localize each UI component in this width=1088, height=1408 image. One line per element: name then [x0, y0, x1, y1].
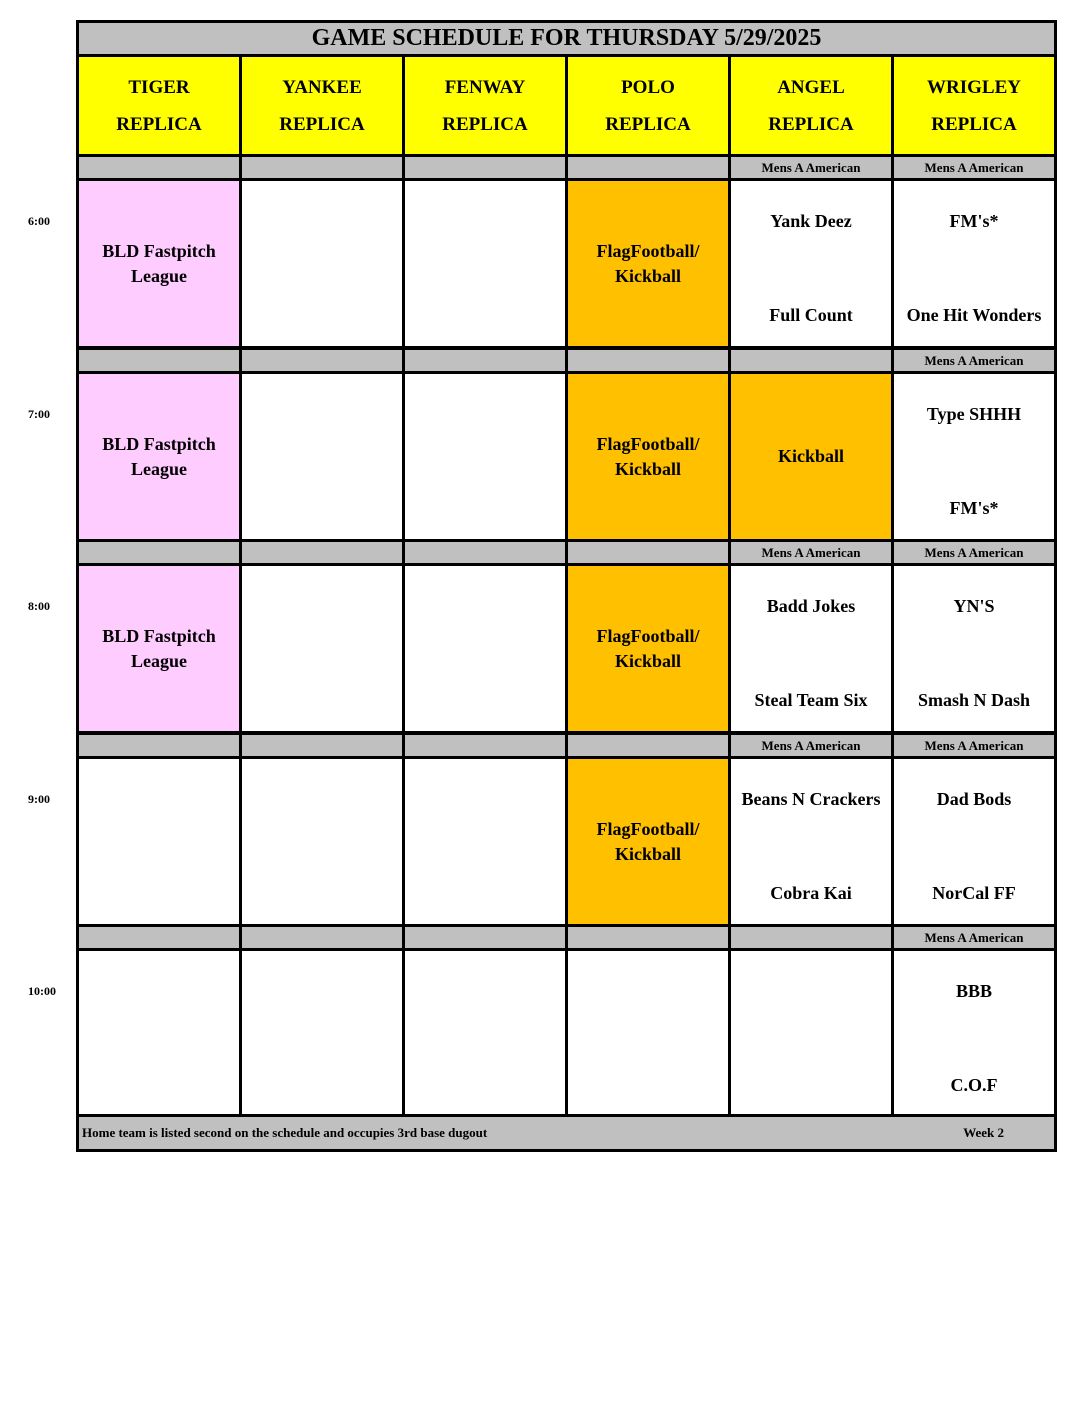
- matchup-cell: [728, 756, 894, 927]
- division-bar: [565, 924, 731, 951]
- event-label-line: League: [130, 265, 187, 286]
- field-subtitle: REPLICA: [931, 113, 1017, 135]
- home-team: Cobra Kai: [770, 883, 852, 903]
- event-label-line: FlagFootball/: [596, 240, 700, 261]
- empty-cell: [402, 563, 568, 734]
- field-name: YANKEE: [282, 76, 362, 98]
- field-subtitle: REPLICA: [442, 113, 528, 135]
- division-bar: Mens A American: [728, 539, 894, 566]
- event-label-line: FlagFootball/: [596, 625, 700, 646]
- home-team: Full Count: [769, 305, 853, 325]
- time-label: 6:00: [28, 214, 50, 228]
- home-team: NorCal FF: [932, 883, 1016, 903]
- empty-cell: [728, 948, 894, 1119]
- empty-cell: [239, 948, 405, 1119]
- field-header-fenway: [402, 54, 568, 157]
- division-bar: [76, 539, 242, 566]
- division-bar: Mens A American: [891, 154, 1057, 181]
- division-bar: [76, 154, 242, 181]
- field-name: ANGEL: [777, 76, 845, 98]
- field-header-wrigley: [891, 54, 1057, 157]
- footer-note: Home team is listed second on the schedule and occupies 3rd base dugout: [82, 1125, 488, 1140]
- division-bar: [402, 539, 568, 566]
- division-bar: Mens A American: [891, 732, 1057, 759]
- division-bar: [239, 924, 405, 951]
- away-team: Beans N Crackers: [741, 789, 881, 809]
- event-cell: [76, 563, 242, 734]
- footer-bar: [76, 1114, 1057, 1152]
- field-header-angel: [728, 54, 894, 157]
- field-subtitle: REPLICA: [768, 113, 854, 135]
- empty-cell: [239, 371, 405, 542]
- event-label-line: Kickball: [777, 446, 844, 466]
- division-bar: [565, 154, 731, 181]
- away-team: BBB: [955, 981, 993, 1001]
- division-bar: [239, 347, 405, 374]
- division-bar: [76, 732, 242, 759]
- event-label-line: BLD Fastpitch: [102, 433, 216, 454]
- event-label-line: BLD Fastpitch: [102, 240, 216, 261]
- event-cell: [565, 756, 731, 927]
- division-bar: [239, 732, 405, 759]
- home-team: One Hit Wonders: [906, 305, 1042, 325]
- division-bar: [239, 539, 405, 566]
- field-subtitle: REPLICA: [279, 113, 365, 135]
- matchup-cell: [891, 371, 1057, 542]
- field-header-polo: [565, 54, 731, 157]
- week-label: Week 2: [963, 1125, 1004, 1140]
- time-label: 8:00: [28, 599, 50, 613]
- division-bar: [565, 347, 731, 374]
- home-team: Steal Team Six: [754, 690, 868, 710]
- away-team: Yank Deez: [770, 211, 852, 231]
- field-name: POLO: [621, 76, 675, 98]
- event-label-line: Kickball: [614, 650, 681, 671]
- event-label-line: League: [130, 650, 187, 671]
- time-label: 7:00: [28, 407, 50, 421]
- home-team: Smash N Dash: [917, 690, 1031, 710]
- field-header-yankee: [239, 54, 405, 157]
- matchup-cell: [891, 948, 1057, 1119]
- division-bar: [239, 154, 405, 181]
- field-name: TIGER: [128, 76, 190, 98]
- division-bar: Mens A American: [891, 347, 1057, 374]
- away-team: YN'S: [953, 596, 995, 616]
- division-bar: [402, 154, 568, 181]
- away-team: Badd Jokes: [766, 596, 856, 616]
- matchup-cell: [891, 563, 1057, 734]
- division-bar: Mens A American: [891, 539, 1057, 566]
- matchup-cell: [891, 756, 1057, 927]
- field-subtitle: REPLICA: [116, 113, 202, 135]
- division-bar: Mens A American: [891, 924, 1057, 951]
- empty-cell: [239, 563, 405, 734]
- event-label-line: Kickball: [614, 843, 681, 864]
- division-bar: Mens A American: [728, 154, 894, 181]
- event-label-line: League: [130, 458, 187, 479]
- event-label-line: FlagFootball/: [596, 433, 700, 454]
- division-bar: [76, 924, 242, 951]
- away-team: Type SHHH: [926, 404, 1022, 424]
- division-bar: [565, 539, 731, 566]
- away-team: Dad Bods: [936, 789, 1012, 809]
- empty-cell: [402, 756, 568, 927]
- empty-cell: [402, 178, 568, 349]
- division-bar: [728, 347, 894, 374]
- time-label: 10:00: [28, 984, 56, 998]
- event-cell: [565, 178, 731, 349]
- empty-cell: [565, 948, 731, 1119]
- field-name: FENWAY: [444, 76, 526, 98]
- event-cell: [76, 178, 242, 349]
- division-bar: [402, 347, 568, 374]
- event-label-line: Kickball: [614, 458, 681, 479]
- division-bar: [76, 347, 242, 374]
- empty-cell: [402, 371, 568, 542]
- empty-cell: [76, 756, 242, 927]
- event-label-line: Kickball: [614, 265, 681, 286]
- matchup-cell: [891, 178, 1057, 349]
- division-bar: [402, 732, 568, 759]
- event-label-line: FlagFootball/: [596, 818, 700, 839]
- event-label-line: BLD Fastpitch: [102, 625, 216, 646]
- home-team: C.O.F: [950, 1075, 998, 1095]
- empty-cell: [76, 948, 242, 1119]
- schedule-title: GAME SCHEDULE FOR THURSDAY 5/29/2025: [76, 20, 1057, 57]
- division-bar: Mens A American: [728, 732, 894, 759]
- home-team: FM's*: [949, 498, 999, 518]
- event-cell: [728, 371, 894, 542]
- matchup-cell: [728, 178, 894, 349]
- event-cell: [565, 371, 731, 542]
- empty-cell: [239, 178, 405, 349]
- division-bar: [565, 732, 731, 759]
- field-header-tiger: [76, 54, 242, 157]
- empty-cell: [239, 756, 405, 927]
- matchup-cell: [728, 563, 894, 734]
- field-subtitle: REPLICA: [605, 113, 691, 135]
- time-label: 9:00: [28, 792, 50, 806]
- event-cell: [76, 371, 242, 542]
- empty-cell: [402, 948, 568, 1119]
- division-bar: [402, 924, 568, 951]
- away-team: FM's*: [949, 211, 999, 231]
- division-bar: [728, 924, 894, 951]
- event-cell: [565, 563, 731, 734]
- field-name: WRIGLEY: [927, 76, 1021, 98]
